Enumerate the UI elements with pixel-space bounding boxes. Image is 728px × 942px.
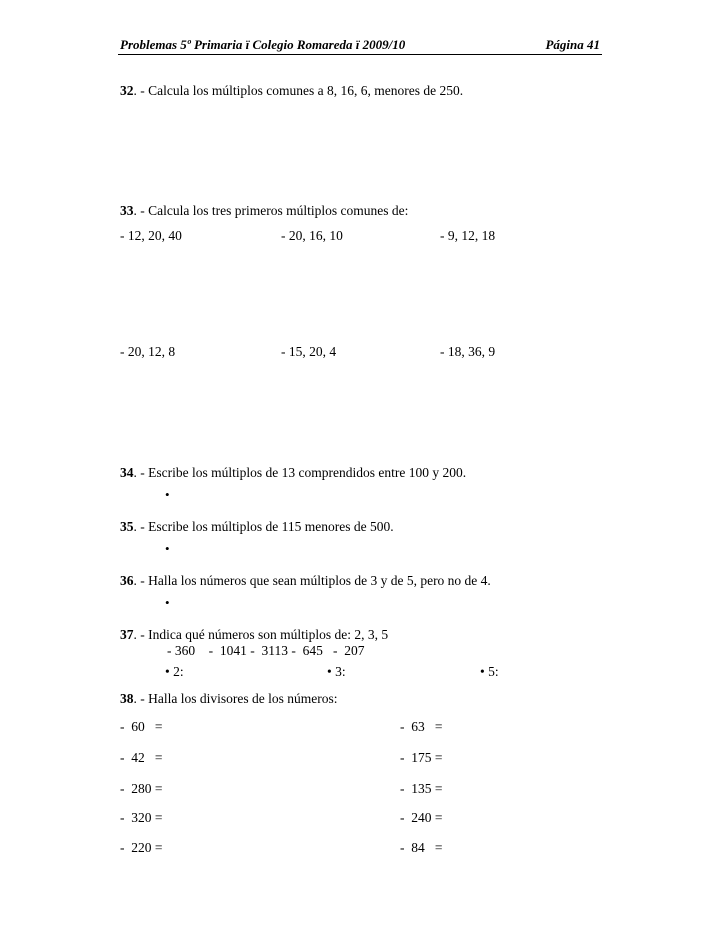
- problem-text: . - Escribe los múltiplos de 115 menores de 500.: [133, 519, 394, 534]
- problem-number: 38: [120, 691, 134, 706]
- problem-number: 35: [120, 519, 134, 534]
- item-33-5: - 15, 20, 4: [281, 344, 337, 359]
- page-number: Página 41: [545, 37, 600, 52]
- item-33-4: - 20, 12, 8: [120, 344, 176, 359]
- page-header: [118, 34, 602, 55]
- bullet-35: •: [165, 541, 170, 556]
- problem-number: 32: [120, 83, 134, 98]
- bullet-36: •: [165, 595, 170, 610]
- problem-number: 34: [120, 465, 134, 480]
- problem-38: [120, 691, 337, 707]
- problem-text: . - Escribe los múltiplos de 13 comprendidos entre 100 y 200.: [133, 465, 467, 480]
- divisor-right-1: - 63 =: [400, 719, 443, 734]
- problem-33: [120, 203, 408, 219]
- divisor-right-3: - 135 =: [400, 781, 443, 796]
- answer-5: • 5:: [480, 664, 499, 679]
- problem-text: . - Halla los divisores de los números:: [133, 691, 338, 706]
- divisor-left-3: - 280 =: [120, 781, 163, 796]
- item-33-6: - 18, 36, 9: [440, 344, 496, 359]
- item-33-1: - 12, 20, 40: [120, 228, 182, 243]
- divisor-right-5: - 84 =: [400, 840, 443, 855]
- problem-35: [120, 519, 394, 535]
- problem-37: [120, 627, 388, 643]
- item-33-2: - 20, 16, 10: [281, 228, 343, 243]
- divisor-left-4: - 320 =: [120, 810, 163, 825]
- problem-text: . - Calcula los múltiplos comunes a 8, 16, 6, menores de 250.: [133, 83, 464, 98]
- divisor-left-1: - 60 =: [120, 719, 163, 734]
- divisor-right-4: - 240 =: [400, 810, 443, 825]
- answer-2: • 2:: [165, 664, 184, 679]
- numbers-37: - 360 - 1041 - 3113 - 645 - 207: [167, 643, 365, 658]
- problem-text: . - Indica qué números son múltiplos de: 2, 3, 5: [133, 627, 389, 642]
- problem-number: 37: [120, 627, 134, 642]
- header-title: Problemas 5º Primaria ï Colegio Romareda ï 2009/10: [120, 37, 406, 52]
- problem-text: . - Calcula los tres primeros múltiplos comunes de:: [133, 203, 409, 218]
- problem-36: [120, 573, 491, 589]
- bullet-34: •: [165, 487, 170, 502]
- answer-3: • 3:: [327, 664, 346, 679]
- problem-text: . - Halla los números que sean múltiplos de 3 y de 5, pero no de 4.: [133, 573, 491, 588]
- problem-number: 36: [120, 573, 134, 588]
- problem-34: [120, 465, 466, 481]
- problem-32: [120, 83, 463, 99]
- item-33-3: - 9, 12, 18: [440, 228, 496, 243]
- divisor-left-2: - 42 =: [120, 750, 163, 765]
- problem-number: 33: [120, 203, 134, 218]
- divisor-right-2: - 175 =: [400, 750, 443, 765]
- divisor-left-5: - 220 =: [120, 840, 163, 855]
